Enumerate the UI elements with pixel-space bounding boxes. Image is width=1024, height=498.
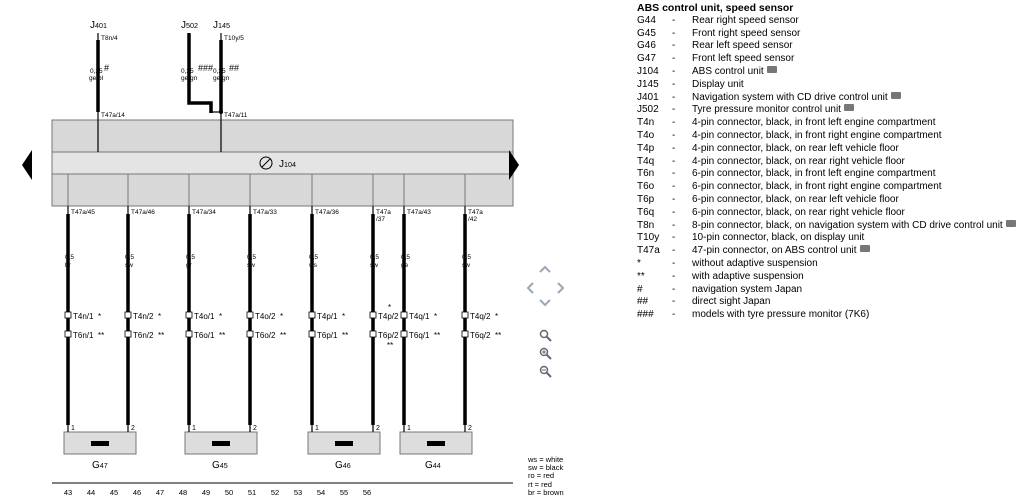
zoom-out-icon[interactable]	[539, 365, 552, 378]
legend-desc: Tyre pressure monitor control unit	[692, 104, 841, 116]
wire-color-label: sw	[247, 262, 255, 269]
legend-dash: -	[672, 27, 676, 39]
legend-desc: 4-pin connector, black, in front left engine compartment	[692, 117, 936, 129]
footnote-mark: *	[388, 303, 392, 312]
pin-label: T47a/43	[407, 209, 431, 216]
camera-icon[interactable]	[767, 66, 777, 73]
legend-code: G46	[637, 40, 656, 52]
legend-dash: -	[672, 181, 676, 193]
legend-row	[637, 168, 1022, 181]
current-track-number: 46	[132, 488, 142, 497]
color-key-item: br = brown	[528, 487, 564, 497]
j104-label: J104	[279, 159, 296, 170]
wire-size-label: 0,5	[65, 254, 75, 261]
current-track-number: 48	[178, 488, 188, 497]
legend-desc: 47-pin connector, on ABS control unit	[692, 245, 857, 257]
connector-symbol	[65, 331, 71, 337]
legend-row	[637, 232, 1022, 245]
pin-label: /37	[376, 216, 386, 223]
connector-label: T6p/2	[378, 331, 399, 340]
connector-symbol	[401, 312, 407, 318]
pin-label: T47a/46	[131, 209, 155, 216]
connector-symbol	[370, 331, 376, 337]
legend-code: T4p	[637, 142, 655, 154]
legend-dash: -	[672, 206, 676, 218]
legend-panel	[637, 2, 1022, 322]
camera-icon[interactable]	[860, 245, 870, 252]
legend-row	[637, 194, 1022, 207]
wire-color-label: sw	[370, 262, 378, 269]
legend-desc: without adaptive suspension	[692, 257, 818, 269]
pin-label: T47a/11	[224, 112, 248, 119]
zoom-in-icon[interactable]	[539, 347, 552, 360]
j145-label: J145	[213, 20, 230, 31]
footnote-mark: **	[387, 341, 394, 350]
legend-dash: -	[672, 104, 676, 116]
color-key-item: rt = red	[528, 479, 552, 489]
current-track-number: 47	[155, 488, 165, 497]
current-track-number: 53	[293, 488, 303, 497]
legend-row	[637, 92, 1022, 105]
legend-row	[637, 258, 1022, 271]
current-track-number: 44	[86, 488, 96, 497]
wire-size-label: 0,5	[401, 254, 411, 261]
legend-row	[637, 79, 1022, 92]
legend-dash: -	[672, 257, 676, 269]
legend-desc: Rear left speed sensor	[692, 40, 793, 52]
legend-code: T6n	[637, 168, 655, 180]
legend-dash: -	[672, 283, 676, 295]
legend-row	[637, 207, 1022, 220]
current-track-number: 50	[224, 488, 234, 497]
footnote-mark: **	[98, 331, 105, 340]
junction-dot	[219, 110, 223, 114]
footnote-mark: *	[219, 312, 223, 321]
legend-desc: 4-pin connector, black, on rear left vehicle floor	[692, 142, 899, 154]
sensor-pin-label: 1	[407, 425, 411, 432]
connector-symbol	[186, 312, 192, 318]
connector-symbol	[247, 331, 253, 337]
legend-desc: 10-pin connector, black, on display unit	[692, 232, 865, 244]
legend-dash: -	[672, 309, 676, 321]
j401-label: J401	[90, 20, 107, 31]
connector-label: T4n/2	[133, 312, 154, 321]
pin-label: T10y/5	[224, 35, 244, 42]
wire-size-label: 0,35	[213, 68, 226, 75]
legend-code: T6q	[637, 206, 655, 218]
sensor-pin-label: 1	[71, 425, 75, 432]
legend-title: ABS control unit, speed sensor	[637, 2, 794, 14]
footnote-mark: **	[434, 331, 441, 340]
sensor-label: G45	[212, 460, 228, 471]
legend-code: T6p	[637, 193, 655, 205]
connector-symbol	[401, 331, 407, 337]
connector-symbol	[462, 331, 468, 337]
legend-code: #	[637, 283, 643, 295]
connector-label: T6n/2	[133, 331, 154, 340]
legend-dash: -	[672, 117, 676, 129]
wire-size-label: 0,5	[186, 254, 196, 261]
legend-row	[637, 40, 1022, 53]
sensor-element	[91, 441, 109, 446]
connector-symbol	[309, 312, 315, 318]
arrow-left-icon[interactable]	[525, 281, 535, 295]
wire-color-label: ws	[309, 262, 317, 269]
footnote-mark: *	[434, 312, 438, 321]
pin-label: /42	[468, 216, 478, 223]
legend-row	[637, 15, 1022, 28]
wire-color-label: ge/gn	[213, 75, 230, 82]
footnote-mark: **	[495, 331, 502, 340]
legend-row	[637, 181, 1022, 194]
legend-dash: -	[672, 78, 676, 90]
legend-row	[637, 156, 1022, 169]
legend-desc: Front left speed sensor	[692, 53, 795, 65]
j502-label: J502	[181, 20, 198, 31]
legend-code: J145	[637, 78, 659, 90]
connector-symbol	[370, 312, 376, 318]
connector-label: T4p/2	[378, 312, 399, 321]
current-track-number: 55	[339, 488, 349, 497]
pin-label: T47a/45	[71, 209, 95, 216]
legend-code: T4q	[637, 155, 655, 167]
footnote-mark: *	[495, 312, 499, 321]
footnote-mark: ##	[229, 63, 240, 73]
wire-color-label: sw	[462, 262, 470, 269]
sensor-pin-label: 2	[468, 425, 472, 432]
legend-row	[637, 284, 1022, 297]
page-prev-icon[interactable]	[22, 150, 34, 180]
connector-symbol	[125, 312, 131, 318]
footnote-mark: **	[280, 331, 287, 340]
legend-code: T6o	[637, 181, 655, 193]
connector-symbol	[125, 331, 131, 337]
control-unit-upper-box	[52, 120, 513, 152]
legend-dash: -	[672, 129, 676, 141]
legend-row	[637, 220, 1022, 233]
connector-symbol	[65, 312, 71, 318]
legend-dash: -	[672, 14, 676, 26]
sensor-pin-label: 2	[376, 425, 380, 432]
connector-label: T6p/1	[317, 331, 338, 340]
legend-code: T10y	[637, 232, 660, 244]
legend-dash: -	[672, 232, 676, 244]
legend-row	[637, 28, 1022, 41]
wire-size-label: 0,5	[370, 254, 380, 261]
connector-label: T6n/1	[73, 331, 94, 340]
pin-label: T8n/4	[101, 35, 118, 42]
connector-symbol	[462, 312, 468, 318]
sensor-element	[335, 441, 353, 446]
connector-label: T6q/1	[409, 331, 430, 340]
footnote-mark: ###	[198, 63, 214, 73]
footnote-mark: *	[280, 312, 284, 321]
connector-label: T6o/2	[255, 331, 276, 340]
color-key-item: ro = red	[528, 471, 555, 481]
legend-desc: 4-pin connector, black, in front right engine compartment	[692, 129, 942, 141]
camera-icon[interactable]	[844, 104, 854, 111]
legend-desc: Display unit	[692, 78, 744, 90]
legend-desc: Front right speed sensor	[692, 27, 801, 39]
connector-label: T4o/1	[194, 312, 215, 321]
wire-size-label: 0,35	[181, 68, 194, 75]
legend-code: ###	[637, 309, 654, 321]
legend-code: J104	[637, 65, 659, 77]
sensor-label: G46	[335, 460, 351, 471]
legend-desc: models with tyre pressure monitor (7K6)	[692, 309, 870, 321]
legend-code: G47	[637, 53, 656, 65]
legend-code: T47a	[637, 245, 660, 257]
connector-label: T4q/2	[470, 312, 491, 321]
arrow-right-icon[interactable]	[556, 281, 566, 295]
wire-color-label: gr	[186, 262, 192, 269]
pin-label: T47a	[376, 209, 391, 216]
wire-size-label: 0,5	[462, 254, 472, 261]
current-track-number: 49	[201, 488, 211, 497]
legend-row	[637, 66, 1022, 79]
wire-color-label: ge	[401, 262, 409, 269]
arrow-down-icon[interactable]	[538, 298, 552, 308]
legend-row	[637, 296, 1022, 309]
legend-dash: -	[672, 296, 676, 308]
footnote-mark: *	[158, 312, 162, 321]
connector-symbol	[186, 331, 192, 337]
wire-size-label: 0,35	[90, 68, 103, 75]
footnote-mark: *	[98, 312, 102, 321]
wire-color-label: ge/gn	[181, 75, 198, 82]
legend-code: T4n	[637, 117, 655, 129]
legend-desc: ABS control unit	[692, 65, 764, 77]
footnote-mark: *	[342, 312, 346, 321]
connector-label: T4n/1	[73, 312, 94, 321]
legend-row	[637, 104, 1022, 117]
sensor-pin-label: 1	[315, 425, 319, 432]
wire-size-label: 0,5	[125, 254, 135, 261]
current-track-number: 54	[316, 488, 326, 497]
wire-color-label: sw	[125, 262, 133, 269]
footnote-mark: **	[219, 331, 226, 340]
legend-dash: -	[672, 53, 676, 65]
connector-label: T4q/1	[409, 312, 430, 321]
current-track-number: 43	[63, 488, 73, 497]
connector-label: T6q/2	[470, 331, 491, 340]
legend-dash: -	[672, 91, 676, 103]
current-track-number: 52	[270, 488, 280, 497]
pin-label: T47a/33	[253, 209, 277, 216]
control-unit-lower-box	[52, 174, 513, 206]
connector-label: T6o/1	[194, 331, 215, 340]
legend-row	[637, 117, 1022, 130]
page-next-icon[interactable]	[507, 150, 519, 180]
legend-desc: Rear right speed sensor	[692, 14, 799, 26]
color-key-item: sw = black	[528, 463, 564, 473]
current-track-number: 51	[247, 488, 257, 497]
arrow-up-icon[interactable]	[538, 264, 552, 274]
sensor-label: G44	[425, 460, 441, 471]
legend-code: T4o	[637, 129, 655, 141]
wire-size-label: 0,5	[309, 254, 319, 261]
legend-code: J502	[637, 104, 659, 116]
camera-icon[interactable]	[1006, 220, 1016, 227]
legend-row	[637, 143, 1022, 156]
current-track-number: 56	[362, 488, 372, 497]
sensor-pin-label: 2	[253, 425, 257, 432]
legend-code: *	[637, 257, 641, 269]
legend-code: ##	[637, 296, 649, 308]
legend-dash: -	[672, 155, 676, 167]
legend-desc: 6-pin connector, black, in front right engine compartment	[692, 181, 942, 193]
sensor-element	[427, 441, 445, 446]
connector-label: T4p/1	[317, 312, 338, 321]
footnote-mark: #	[104, 63, 110, 73]
sensor-label: G47	[92, 460, 108, 471]
legend-desc: 6-pin connector, black, on rear right vehicle floor	[692, 206, 905, 218]
legend-row	[637, 271, 1022, 284]
pin-label: T47a/34	[192, 209, 216, 216]
sensor-pin-label: 2	[131, 425, 135, 432]
legend-desc: navigation system Japan	[692, 283, 803, 295]
legend-code: T8n	[637, 219, 655, 231]
legend-desc: 8-pin connector, black, on navigation system with CD drive control unit	[692, 219, 1003, 231]
pin-label: T47a	[468, 209, 483, 216]
connector-symbol	[309, 331, 315, 337]
footnote-mark: **	[158, 331, 165, 340]
current-track-number: 45	[109, 488, 119, 497]
legend-code: G44	[637, 14, 656, 26]
legend-row	[637, 130, 1022, 143]
connector-symbol	[247, 312, 253, 318]
legend-dash: -	[672, 142, 676, 154]
legend-dash: -	[672, 245, 676, 257]
wire-color-label: ge/bl	[89, 75, 104, 82]
legend-row	[637, 245, 1022, 258]
legend-dash: -	[672, 193, 676, 205]
pin-label: T47a/14	[101, 112, 125, 119]
zoom-icon[interactable]	[539, 329, 552, 342]
sensor-pin-label: 1	[192, 425, 196, 432]
legend-dash: -	[672, 40, 676, 52]
camera-icon[interactable]	[891, 92, 901, 99]
legend-row	[637, 53, 1022, 66]
connector-label: T4o/2	[255, 312, 276, 321]
wire-color-label: br	[65, 262, 71, 269]
legend-code: J401	[637, 91, 659, 103]
color-key-item: ws = white	[528, 455, 564, 464]
legend-desc: Navigation system with CD drive control unit	[692, 91, 888, 103]
legend-desc: 4-pin connector, black, on rear right vehicle floor	[692, 155, 905, 167]
legend-row	[637, 309, 1022, 322]
color-key	[528, 456, 564, 497]
legend-desc: 6-pin connector, black, in front left engine compartment	[692, 168, 936, 180]
legend-dash: -	[672, 65, 676, 77]
wire-size-label: 0,5	[247, 254, 257, 261]
pin-label: T47a/36	[315, 209, 339, 216]
legend-code: G45	[637, 27, 656, 39]
legend-dash: -	[672, 270, 676, 282]
legend-desc: with adaptive suspension	[692, 270, 804, 282]
legend-desc: 6-pin connector, black, on rear left vehicle floor	[692, 193, 899, 205]
sensor-element	[212, 441, 230, 446]
legend-dash: -	[672, 219, 676, 231]
legend-dash: -	[672, 168, 676, 180]
legend-desc: direct sight Japan	[692, 296, 771, 308]
legend-code: **	[637, 270, 645, 282]
footnote-mark: **	[342, 331, 349, 340]
